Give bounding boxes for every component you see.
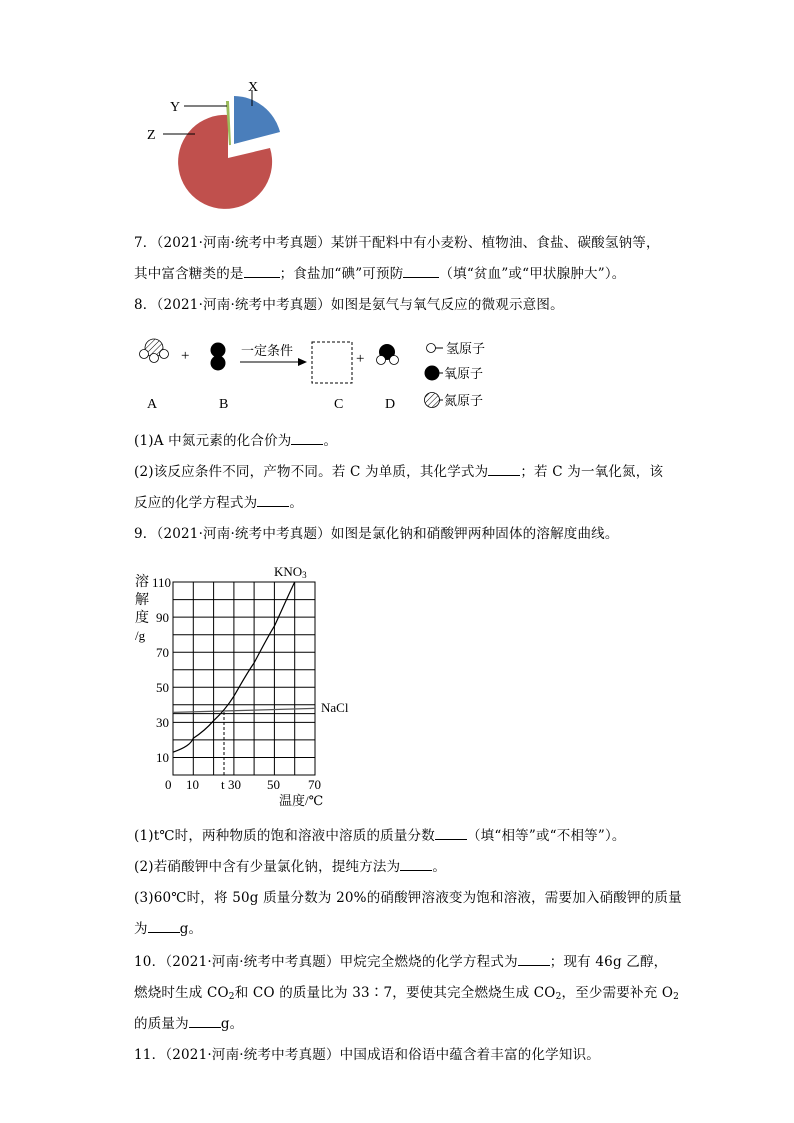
svg-text:氧原子: 氧原子 <box>444 366 484 381</box>
q9-p4-end: g。 <box>179 921 203 937</box>
q7-line2 <box>134 265 625 283</box>
kno3-label: KNO3 <box>274 564 307 580</box>
solubility-chart <box>125 560 365 810</box>
q8-p2-end: ；若 C 为一氧化氮，该 <box>520 464 664 480</box>
product-c-box <box>312 342 352 383</box>
q10-text-e: ，至少需要补充 O <box>561 985 674 1001</box>
q9-part2 <box>134 858 446 876</box>
plus-sign: + <box>181 348 190 364</box>
ylabel-char: 溶 <box>135 575 149 590</box>
legend-nitrogen <box>425 393 484 409</box>
ylabel-char: 解 <box>135 593 149 608</box>
answer-blank[interactable] <box>400 858 432 871</box>
q10-text-b: ；现有 46g 乙醇， <box>549 954 668 970</box>
label-b: B <box>219 397 229 412</box>
q7-text-c: （填“贫血”或“甲状腺肿大”）。 <box>439 266 626 282</box>
x-tick: 0 <box>165 777 172 792</box>
q9-p4-text: 为 <box>134 921 148 937</box>
legend-oxygen <box>425 366 484 382</box>
answer-blank[interactable] <box>244 265 280 278</box>
y-tick: 50 <box>156 680 169 695</box>
pie-label-z: Z <box>147 128 156 143</box>
q9-title: 9．（2021·河南·统考中考真题）如图是氯化钠和硝酸钾两种固体的溶解度曲线。 <box>134 526 619 542</box>
svg-text:氢原子: 氢原子 <box>446 341 486 356</box>
answer-blank[interactable] <box>488 463 520 476</box>
q7-text-b: ；食盐加“碘”可预防 <box>279 266 404 282</box>
q10-text-c: 燃烧时生成 CO <box>134 985 229 1001</box>
q8-p3-end: 。 <box>289 495 304 511</box>
q8-part2-cont <box>134 494 303 512</box>
y-tick: 70 <box>156 645 169 660</box>
answer-blank[interactable] <box>518 953 550 966</box>
q11-title: 11．（2021·河南·统考中考真题）中国成语和俗语中蕴含着丰富的化学知识。 <box>134 1047 600 1063</box>
q9-part1 <box>134 827 626 845</box>
q8-p2-text: (2)该反应条件不同，产物不同。若 C 为单质，其化学式为 <box>134 464 489 480</box>
x-tick: 50 <box>267 777 280 792</box>
q8-p1-end: 。 <box>323 433 338 449</box>
answer-blank[interactable] <box>189 1015 221 1028</box>
q10-line2 <box>134 984 679 1006</box>
answer-blank[interactable] <box>148 920 180 933</box>
ylabel-char: 度 <box>135 611 149 626</box>
molecule-b-icon <box>211 343 226 371</box>
q8-p1-text: (1)A 中氮元素的化合价为 <box>134 433 292 449</box>
y-tick: 90 <box>156 610 169 625</box>
subscript: 2 <box>555 992 562 1002</box>
molecule-d-icon <box>377 344 399 365</box>
q8-part1 <box>134 432 337 450</box>
y-tick: 10 <box>156 750 169 765</box>
q10-text-f: 的质量为 <box>134 1016 189 1032</box>
q7-line1: 7．（2021·河南·统考中考真题）某饼干配料中有小麦粉、植物油、食盐、碳酸氢钠等， <box>134 235 660 251</box>
nacl-label: NaCl <box>321 700 349 715</box>
label-c: C <box>334 397 344 412</box>
plus-sign: + <box>356 351 365 367</box>
label-d: D <box>385 397 396 412</box>
q8-title: 8．（2021·河南·统考中考真题）如图是氨气与氧气反应的微观示意图。 <box>134 297 564 313</box>
x-tick: 30 <box>228 777 241 792</box>
q9-p2-end: 。 <box>432 859 447 875</box>
subscript: 2 <box>673 992 680 1002</box>
q8-p3-text: 反应的化学方程式为 <box>134 495 258 511</box>
answer-blank[interactable] <box>435 827 467 840</box>
answer-blank[interactable] <box>291 432 323 445</box>
subscript: 2 <box>228 992 235 1002</box>
x-axis-label: 温度/℃ <box>279 793 324 808</box>
answer-blank[interactable] <box>403 265 439 278</box>
reaction-condition: 一定条件 <box>241 343 294 358</box>
x-tick: 70 <box>308 777 321 792</box>
pie-chart <box>130 70 300 220</box>
molecule-a-icon <box>140 339 169 363</box>
q10-text-g: g。 <box>220 1016 244 1032</box>
y-tick: 110 <box>152 575 172 590</box>
q9-p1-text: (1)t℃时，两种物质的饱和溶液中溶质的质量分数 <box>134 828 435 844</box>
q10-line1 <box>134 953 667 971</box>
legend-hydrogen <box>427 341 486 356</box>
x-tick: t <box>221 777 225 792</box>
q8-part2 <box>134 463 663 481</box>
q9-part3-cont <box>134 920 202 938</box>
pie-slice-x <box>234 96 280 144</box>
q10-line3 <box>134 1015 243 1033</box>
y-tick: 30 <box>156 715 169 730</box>
answer-blank[interactable] <box>257 494 289 507</box>
x-tick: 10 <box>186 777 199 792</box>
q9-p1-end: （填“相等”或“不相等”）。 <box>466 828 626 844</box>
pie-label-y: Y <box>170 100 181 115</box>
pie-label-x: X <box>248 80 259 95</box>
q9-part3: (3)60℃时，将 50g 质量分数为 20%的硝酸钾溶液变为饱和溶液，需要加入硝酸钾的质量 <box>134 890 682 906</box>
label-a: A <box>147 397 158 412</box>
ylabel-char: /g <box>135 628 146 643</box>
reaction-diagram <box>130 330 510 415</box>
q10-text-a: 10．（2021·河南·统考中考真题）甲烷完全燃烧的化学方程式为 <box>134 954 518 970</box>
q9-p2-text: (2)若硝酸钾中含有少量氯化钠，提纯方法为 <box>134 859 401 875</box>
nacl-curve <box>173 708 315 712</box>
q10-text-d: 和 CO 的质量比为 33∶7，要使其完全燃烧生成 CO <box>234 985 556 1001</box>
svg-text:氮原子: 氮原子 <box>444 393 484 408</box>
q7-text-a: 其中富含糖类的是 <box>134 266 244 282</box>
